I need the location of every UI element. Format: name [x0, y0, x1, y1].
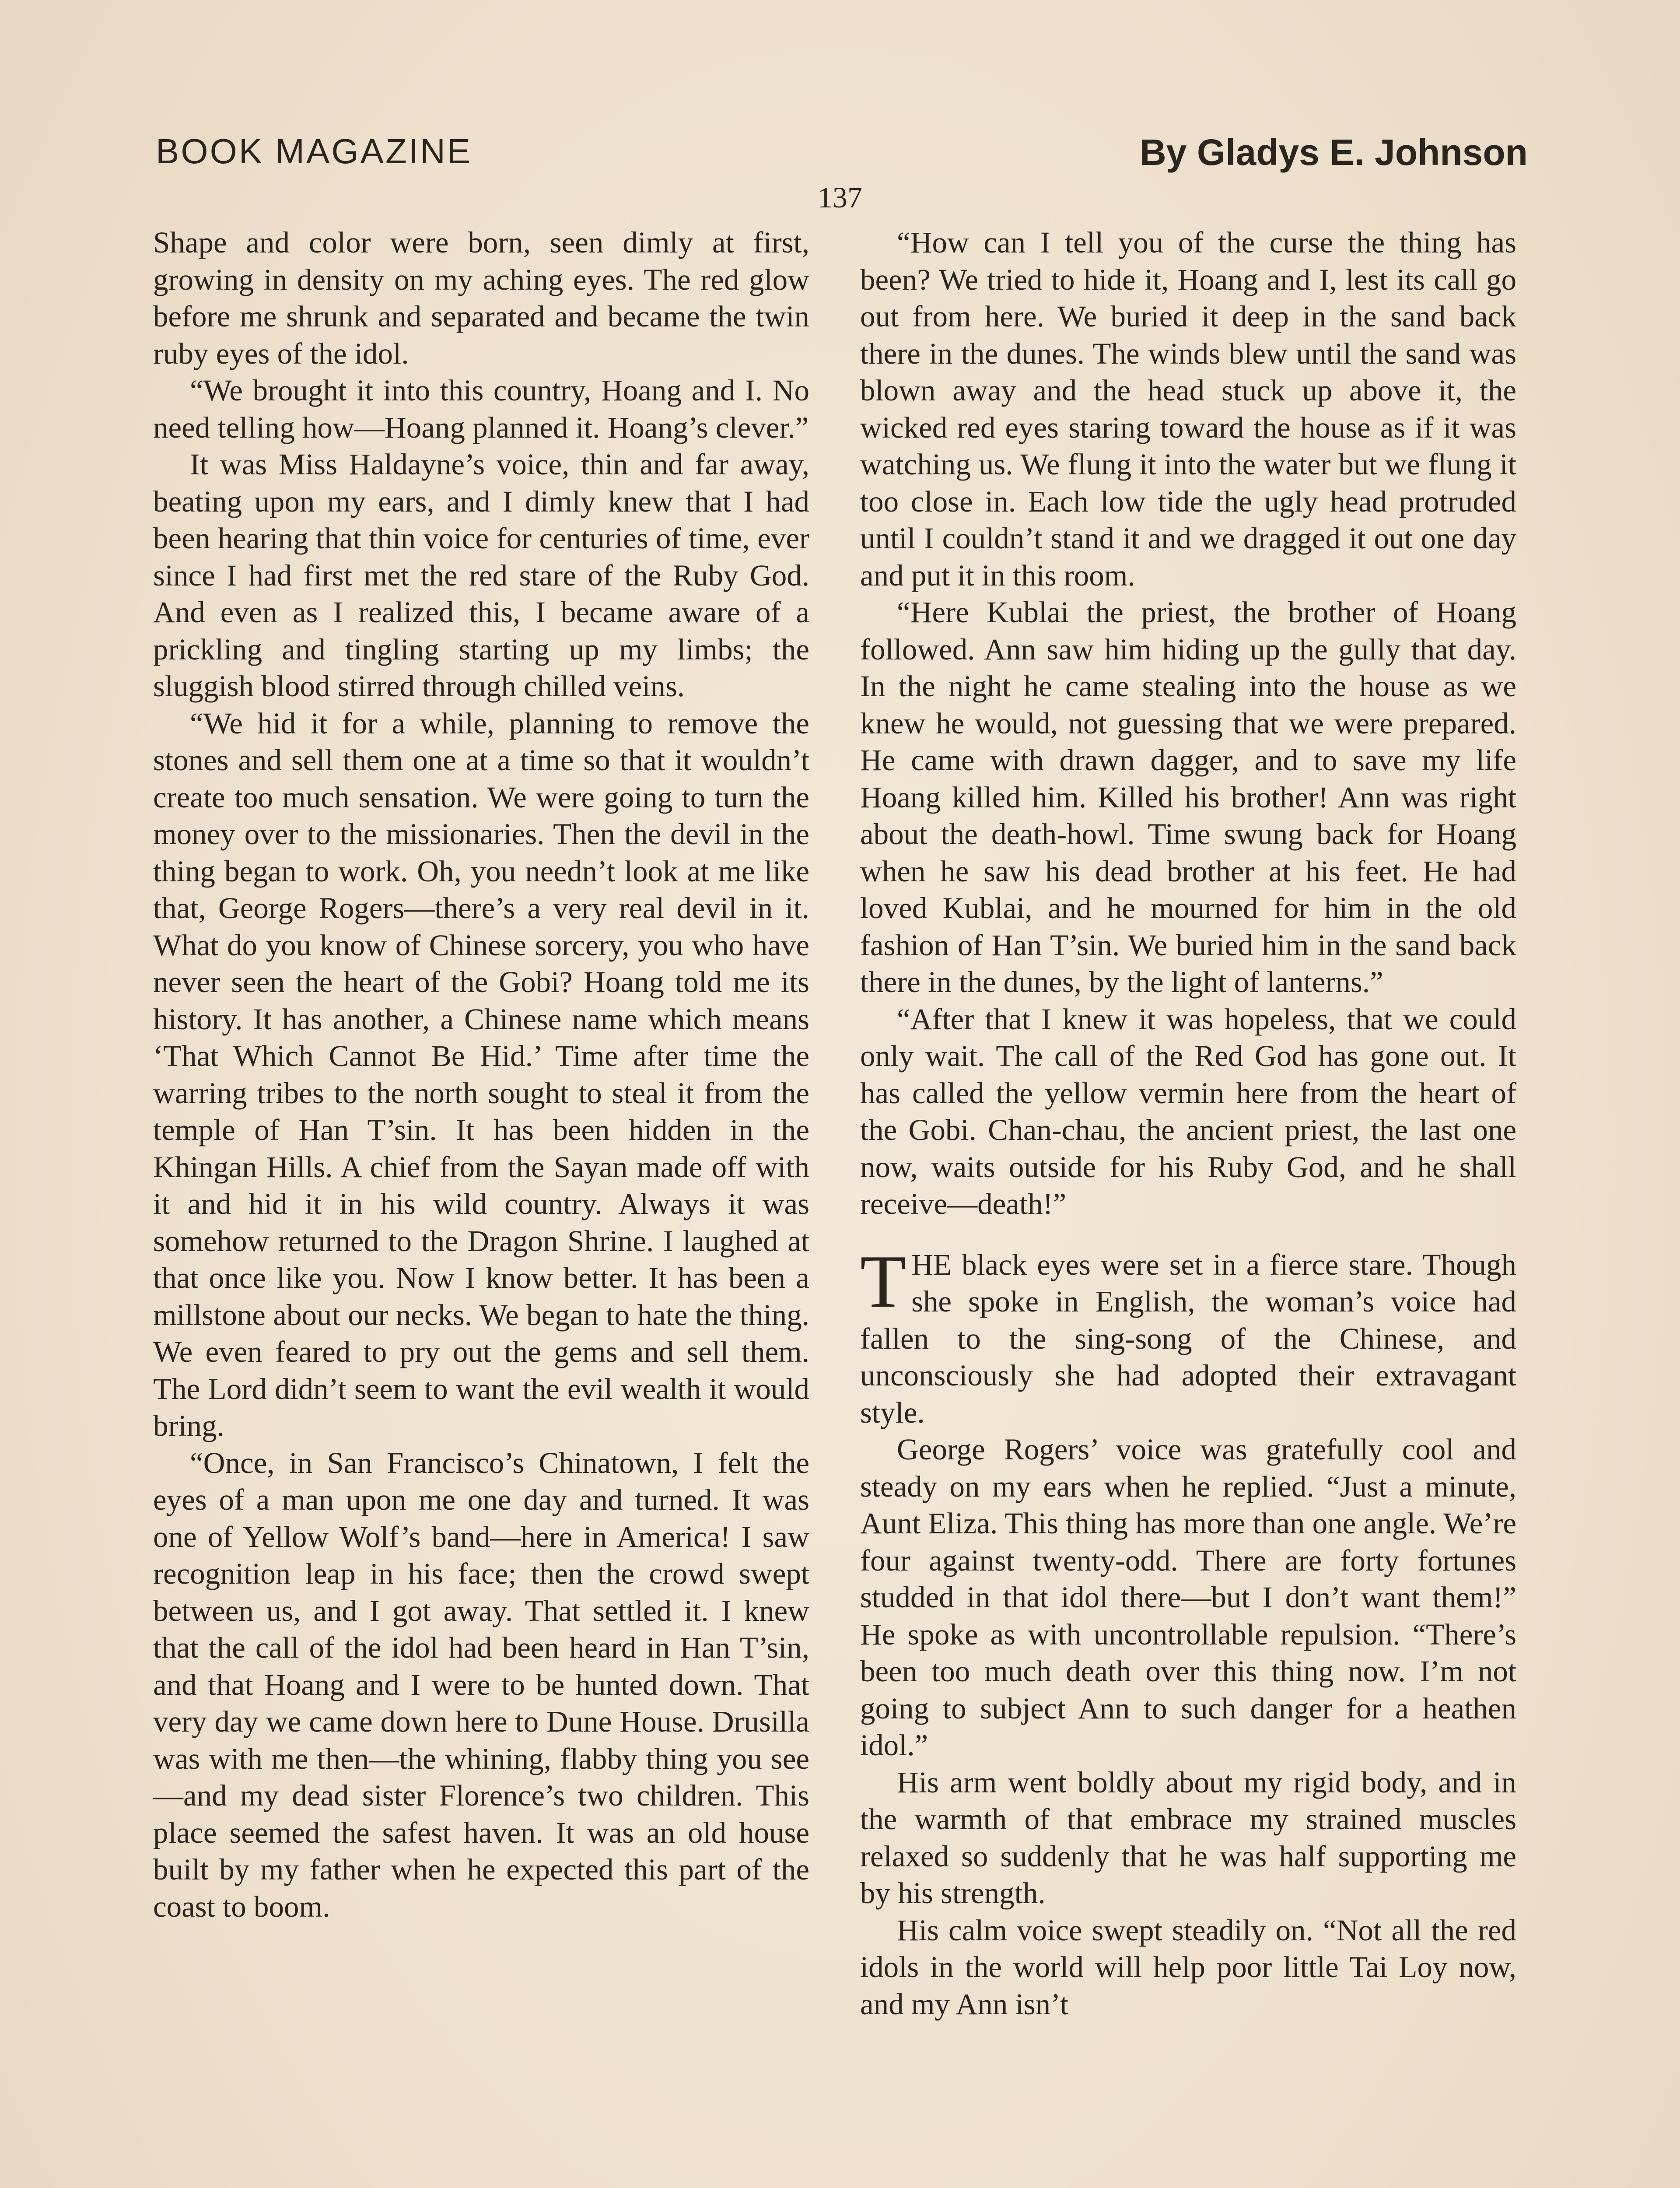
paragraph: “Here Kublai the priest, the brother of Hoang followed. Ann saw him hiding up the gully that day. In the night he came stealing into the house as we knew he would, not guessing that we were prepared. He came with drawn dagger, and to save my life Hoang killed him. Killed his brother! Ann was right about the death-howl. Time swung back for Hoang when he saw his dead brother at his feet. He had loved Kublai, and he mourned for him in the old fashion of Han T’sin. We buried him in the sand back there in the dunes, by the light of lanterns.” [860, 596, 1516, 999]
paragraph: “Once, in San Francisco’s Chinatown, I felt the eyes of a man upon me one day and turned. It was one of Yellow Wolf’s band—here in America! I saw recognition leap in his face; then the crowd swept between us, and I got away. That settled it. I knew that the call of the idol had been heard in Han T’sin, and that Hoang and I were to be hunted down. That very day we came down here to Dune House. Drusilla was with me then—the whining, flabby thing you see—and my dead sister Florence’s two children. This place seemed the safest haven. It was an old house built by my father when he expected this part of the coast to boom. [153, 1446, 809, 1923]
paragraph: “How can I tell you of the curse the thing has been? We tried to hide it, Hoang and I, lest its call go out from here. We buried it deep in the sand back there in the dunes. The winds blew until the sand was blown away and the head stuck up above it, the wicked red eyes staring toward the house as if it was watching us. We flung it into the water but we flung it too close in. Each low tide the ugly head protruded until I couldn’t stand it and we dragged it out one day and put it in this room. [860, 226, 1516, 592]
left-column [153, 224, 809, 1925]
author-byline: By Gladys E. Johnson [1140, 132, 1528, 173]
paragraph: George Rogers’ voice was gratefully cool and steady on my ears when he replied. “Just a minute, Aunt Eliza. This thing has more than one angle. We’re four against twenty-odd. There are forty fortunes studded in that idol there—but I don’t want them!” He spoke as with uncontrollable repulsion. “There’s been too much death over this thing now. I’m not going to subject Ann to such danger for a heathen idol.” [860, 1433, 1516, 1762]
section-opening-paragraph [860, 1240, 1516, 1431]
paragraph: It was Miss Haldayne’s voice, thin and far away, beating upon my ears, and I dimly knew that I had been hearing that thin voice for centuries of time, ever since I had first met the red stare of the Ruby God. And even as I realized this, I became aware of a prickling and tingling starting up my limbs; the sluggish blood stirred through chilled veins. [153, 448, 809, 703]
drop-cap: T [860, 1240, 906, 1323]
paragraph: “We brought it into this country, Hoang and I. No need telling how—Hoang planned it. Hoang’s clever.” [153, 374, 809, 444]
page-number: 137 [818, 181, 862, 214]
paragraph: “We hid it for a while, planning to remove the stones and sell them one at a time so that it wouldn’t create too much sensation. We were going to turn the money over to the missionaries. Then the devil in the thing began to work. Oh, you needn’t look at me like that, George Rogers—there’s a very real devil in it. What do you know of Chinese sorcery, you who have never seen the heart of the Gobi? Hoang told me its history. It has another, a Chinese name which means ‘That Which Cannot Be Hid.’ Time after time the warring tribes to the north sought to steal it from the temple of Han T’sin. It has been hidden in the Khingan Hills. A chief from the Sayan made off with it and hid it in his wild country. Always it was somehow returned to the Dragon Shrine. I laughed at that once like you. Now I know better. It has been a millstone about our necks. We began to hate the thing. We even feared to pry out the gems and sell them. The Lord didn’t seem to want the evil wealth it would bring. [153, 706, 809, 1442]
magazine-title: BOOK MAGAZINE [156, 132, 472, 171]
paragraph: His arm went boldly about my rigid body, and in the warmth of that embrace my strained muscles relaxed so suddenly that he was half supporting me by his strength. [860, 1765, 1516, 1910]
paragraph: His calm voice swept steadily on. “Not all the red idols in the world will help poor little Tai Loy now, and my Ann isn’t [860, 1913, 1516, 2021]
paragraph: Shape and color were born, seen dimly at first, growing in density on my aching eyes. The red glow before me shrunk and separated and became the twin ruby eyes of the idol. [153, 226, 809, 370]
right-column [860, 224, 1516, 2023]
section-opening-text: HE black eyes were set in a fierce stare. Though she spoke in English, the woman’s voice had fallen to the sing-song of the Chinese, and unconsciously she had adopted their extravagant style. [860, 1248, 1516, 1429]
paragraph: “After that I knew it was hopeless, that we could only wait. The call of the Red God has gone out. It has called the yellow vermin here from the heart of the Gobi. Chan-chau, the ancient priest, the last one now, waits outside for his Ruby God, and he shall receive—death!” [860, 1002, 1516, 1220]
